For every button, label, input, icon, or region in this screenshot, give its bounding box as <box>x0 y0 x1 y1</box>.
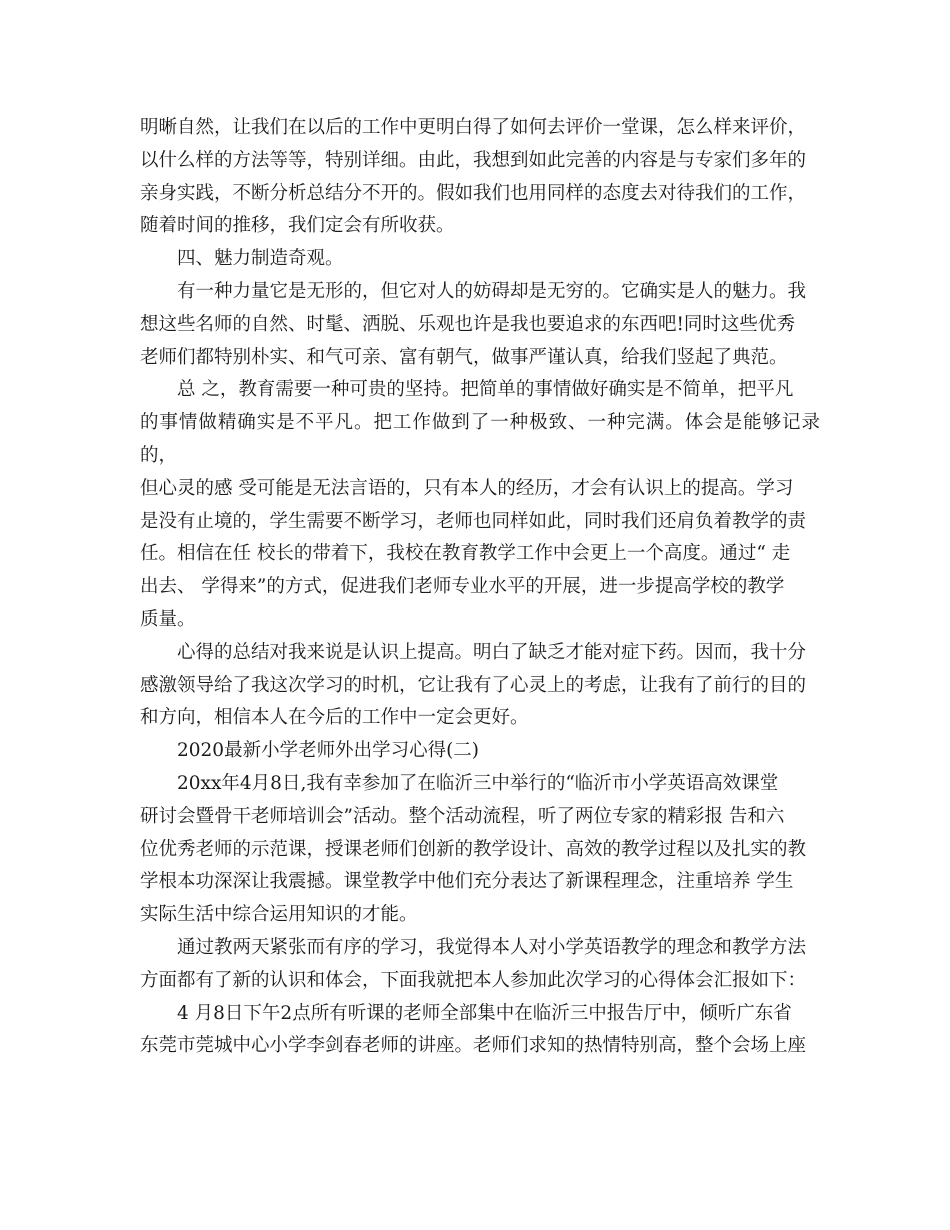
document-subtitle: 2020最新小学老师外出学习心得(二) <box>177 740 480 762</box>
section-heading-charm: 四、魅力制造奇观。 <box>177 248 344 270</box>
paragraph-charm: 有一种力量它是无形的，但它对人的妨碍却是无穷的。它确实是人的魅力。我 想这些名师的自然、时髦、洒脱、乐观也许是我也要追求的东西吧!同时这些优秀 老师们都特别朴实、和气可亲、富有朝气，做事严谨认真，给我们竖起了典范。 <box>140 280 807 368</box>
paragraph-continuation: 明晰自然，让我们在以后的工作中更明白得了如何去评价一堂课，怎么样来评价， 以什么样的方法等等，特别详细。由此，我想到如此完善的内容是与专家们多年的 亲身实践，不断分析总结分不开的。假如我们也用同样的态度去对待我们的工作， 随着时间的推移，我们定会有所收获。 <box>140 117 807 237</box>
paragraph-lecture: 4 月8日下午2点所有听课的老师全部集中在临沂三中报告厅中，倾听广东省 东莞市莞城中心小学李剑春老师的讲座。老师们求知的热情特别高，整个会场上座 <box>140 1002 807 1057</box>
paragraph-summary: 总 之，教育需要一种可贵的坚持。把简单的事情做好确实是不简单，把平凡 的事情做精确实是不平凡。把工作做到了一种极致、一种完满。体会是能够记录的， 但心灵的感 受可能是无法言语的，只有本人的经历，才会有认识上的提高。学习 是没有止境的，学生需要不断学习，老师也同样如此，同时我们还肩负着教学的责 任。相信在任 校长的带着下，我校在教育教学工作中会更上一个高度。通过“ 走 出去、 学得来”的方式，促进我们老师专业水平的开展，进一步提高学校的教学 质量。 <box>140 379 820 630</box>
paragraph-learning: 通过教两天紧张而有序的学习，我觉得本人对小学英语教学的理念和教学方法 方面都有了新的认识和体会，下面我就把本人参加此次学习的心得体会汇报如下： <box>140 936 807 991</box>
paragraph-event: 20xx年4月8日,我有幸参加了在临沂三中举行的“临沂市小学英语高效课堂 研讨会暨骨干老师培训会”活动。整个活动流程，听了两位专家的精彩报 告和六 位优秀老师的示范课，授课老师们创新的教学设计、高效的教学过程以及扎实的教 学根本功深深让我震撼。课堂教学中他们充分表达了新课程理念，注重培养 学生 实际生活中综合运用知识的才能。 <box>140 772 807 926</box>
document-body <box>140 112 820 1063</box>
paragraph-reflection: 心得的总结对我来说是认识上提高。明白了缺乏才能对症下药。因而，我十分 感激领导给了我这次学习的时机，它让我有了心灵上的考虑，让我有了前行的目的 和方向，相信本人在今后的工作中一定会更好。 <box>140 641 807 729</box>
